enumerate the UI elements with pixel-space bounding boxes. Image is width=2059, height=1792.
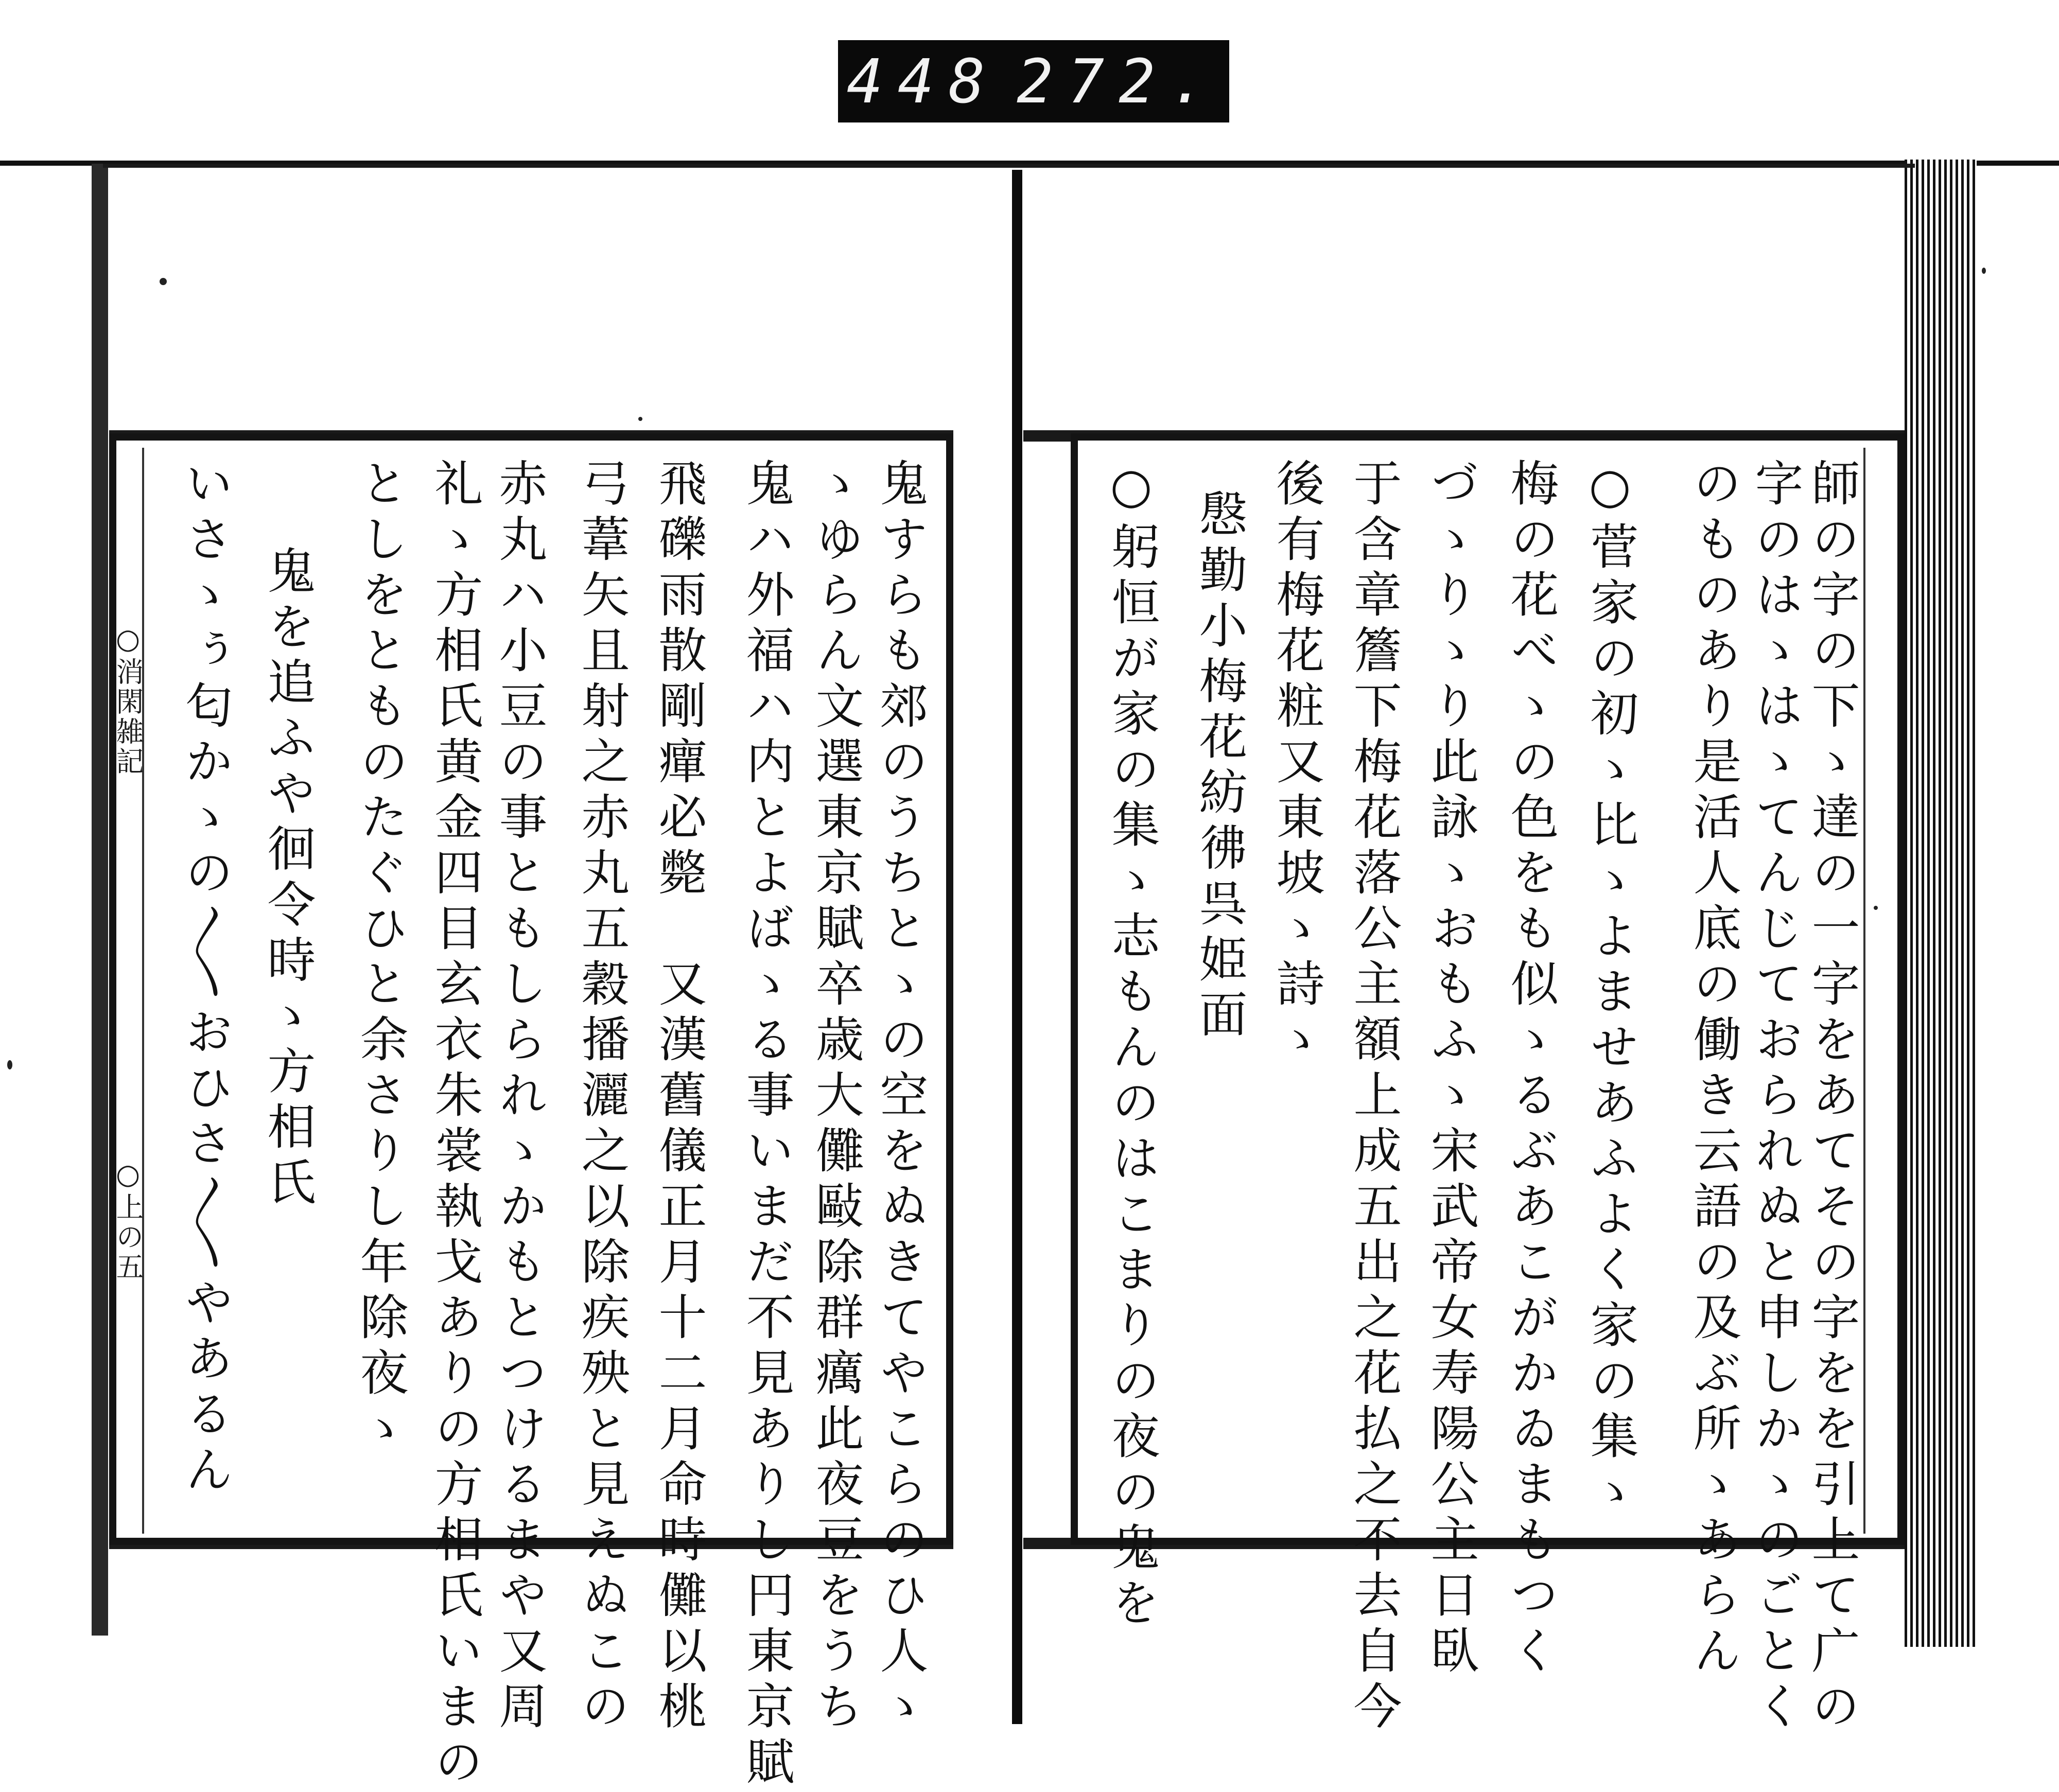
book-top-edge bbox=[103, 164, 1915, 168]
book-left-edge bbox=[92, 164, 108, 1636]
text-column: 赤丸ハ小豆の事ともしられゝかもとつけるまや又周 bbox=[491, 458, 547, 1736]
text-column: 後有梅花粧又東坡ゝ詩ゝ bbox=[1268, 458, 1324, 1069]
text-column: 字のはゝはゝてんじておられぬと申しかゝのごとく bbox=[1747, 458, 1803, 1736]
text-column: 礼ゝ方相氏黄金四目玄衣朱裳執戈ありの方相氏いまの bbox=[426, 458, 482, 1792]
book-fore-edge bbox=[1905, 160, 1977, 1647]
catalog-number-right: 272. bbox=[1017, 46, 1221, 117]
catalog-label bbox=[838, 40, 1229, 122]
paper-speck bbox=[638, 417, 642, 421]
text-column: 弓葦矢且射之赤丸五穀播灑之以除疾殃と見えぬこの bbox=[573, 458, 629, 1736]
text-column: いさゝぅ匂かゝの〳〵おひさ〳〵やあるん bbox=[177, 458, 233, 1500]
paper-speck bbox=[1874, 906, 1878, 910]
catalog-number-left: 448 bbox=[846, 46, 1000, 117]
text-column: のものあり是活人底の働き云語の及ぶ所ゝあらん bbox=[1685, 458, 1741, 1681]
book-title-margin: ○消閑雑記 bbox=[112, 623, 144, 777]
right-inner-rule bbox=[1863, 448, 1865, 1534]
paper-speck bbox=[1982, 268, 1986, 274]
text-column: 鬼すらも郊のうちとゝの空をぬきてやこらのひ人ゝ bbox=[871, 458, 928, 1736]
left-inner-rule bbox=[142, 448, 144, 1534]
text-column: ○菅家の初ゝ比ゝよませあふよく家の集ゝ bbox=[1582, 458, 1638, 1522]
text-column: 鬼を追ふや徊令時ゝ方相氏 bbox=[259, 546, 315, 1213]
text-column: 梅の花べゝの色をも似ゝるぶあこがかゐまもつく bbox=[1502, 458, 1558, 1681]
text-column: づゝりゝり此詠ゝおもふゝ宋武帝女寿陽公主日臥 bbox=[1422, 458, 1478, 1681]
text-column: 飛礫雨散剛癉必斃 又漢舊儀正月十二月命時儺以桃 bbox=[650, 458, 706, 1736]
text-column: 于含章簷下梅花落公主額上成五出之花払之不去自今 bbox=[1345, 458, 1401, 1736]
text-column: ○躬恒が家の集ゝ志もんのはこまりの夜の鬼を bbox=[1103, 458, 1159, 1633]
text-column: としをとものたぐひと余さりし年除夜ゝ bbox=[352, 458, 408, 1459]
text-column: ゝゆらん文選東京賦卒歳大儺敺除群癘此夜豆をうち bbox=[807, 458, 863, 1736]
text-column: 慇勤小梅花紡彿呉姫面 bbox=[1191, 489, 1247, 1045]
paper-speck bbox=[160, 278, 167, 285]
book-gutter bbox=[1012, 170, 1022, 1724]
text-column: 鬼ハ外福ハ内とよばゝる事いまだ不見ありし円東京賦 bbox=[738, 458, 794, 1792]
text-column: 師の字の下ゝ達の一字をあてその字をを引上て广の bbox=[1803, 458, 1859, 1736]
page-number-margin: ○上の五 bbox=[112, 1158, 144, 1282]
paper-speck bbox=[7, 1060, 12, 1069]
